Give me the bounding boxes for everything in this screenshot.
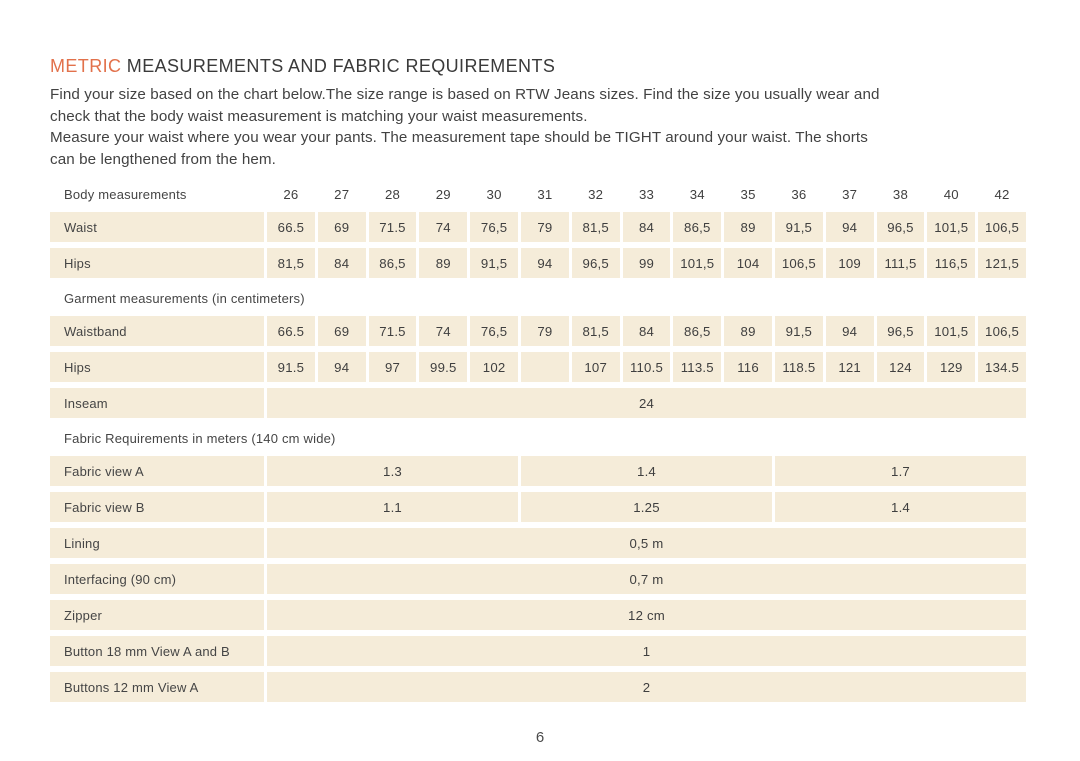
table-cell: 91.5 bbox=[267, 352, 315, 382]
table-cell: 91,5 bbox=[775, 212, 823, 242]
table-cell: 118.5 bbox=[775, 352, 823, 382]
row-label: Waist bbox=[50, 212, 264, 242]
table-cell: 76,5 bbox=[470, 316, 518, 346]
table-cell-merged: 2 bbox=[267, 672, 1026, 702]
table-cell: 101,5 bbox=[927, 316, 975, 346]
table-cell: 129 bbox=[927, 352, 975, 382]
size-column-header: 36 bbox=[791, 186, 807, 202]
table-cell-merged: 24 bbox=[267, 388, 1026, 418]
table-cell: 121 bbox=[826, 352, 874, 382]
size-column-header: 27 bbox=[334, 186, 350, 202]
table-row bbox=[50, 528, 1026, 558]
table-cell: 84 bbox=[623, 212, 671, 242]
table-cell: 109 bbox=[826, 248, 874, 278]
table-row bbox=[50, 492, 1026, 522]
row-label: Inseam bbox=[50, 388, 264, 418]
table-row bbox=[50, 248, 1026, 278]
table-cell: 94 bbox=[318, 352, 366, 382]
table-row bbox=[50, 636, 1026, 666]
intro-line: Measure your waist where you wear your pants. The measurement tape should be TIGHT around your waist. The shorts bbox=[50, 129, 868, 147]
table-cell: 102 bbox=[470, 352, 518, 382]
row-label: Fabric view B bbox=[50, 492, 264, 522]
table-cell: 116 bbox=[724, 352, 772, 382]
table-section-label: Fabric Requirements in meters (140 cm wide) bbox=[64, 430, 336, 446]
table-header-row bbox=[50, 183, 1026, 205]
table-cell: 89 bbox=[724, 212, 772, 242]
table-cell: 84 bbox=[623, 316, 671, 346]
table-cell: 94 bbox=[826, 316, 874, 346]
page-title bbox=[50, 56, 1026, 77]
table-row bbox=[50, 316, 1026, 346]
size-column-header: 32 bbox=[588, 186, 604, 202]
table-cell: 79 bbox=[521, 316, 569, 346]
table-cell: 99.5 bbox=[419, 352, 467, 382]
table-cell-merged: 1 bbox=[267, 636, 1026, 666]
intro-line: can be lengthened from the hem. bbox=[50, 150, 276, 168]
size-column-header: 31 bbox=[537, 186, 553, 202]
table-cell-merged: 1.3 bbox=[267, 456, 518, 486]
table-row bbox=[50, 600, 1026, 630]
table-cell: 110.5 bbox=[623, 352, 671, 382]
table-cell: 94 bbox=[521, 248, 569, 278]
table-cell-merged: 1.4 bbox=[775, 492, 1026, 522]
table-cell: 66.5 bbox=[267, 212, 315, 242]
table-cell-merged: 0,7 m bbox=[267, 564, 1026, 594]
table-cell: 74 bbox=[419, 316, 467, 346]
table-cell: 106,5 bbox=[775, 248, 823, 278]
row-label: Hips bbox=[50, 248, 264, 278]
size-column-header: 33 bbox=[638, 186, 655, 202]
table-cell-merged: 1.25 bbox=[521, 492, 772, 522]
table-cell: 91,5 bbox=[775, 316, 823, 346]
table-cell: 104 bbox=[724, 248, 772, 278]
size-column-header: 30 bbox=[486, 186, 502, 202]
table-cell: 101,5 bbox=[927, 212, 975, 242]
size-column-header: 40 bbox=[943, 186, 959, 202]
row-label: Button 18 mm View A and B bbox=[50, 636, 264, 666]
table-cell: 99 bbox=[623, 248, 671, 278]
table-cell: 97 bbox=[369, 352, 417, 382]
table-cell: 74 bbox=[419, 212, 467, 242]
table-cell: 96,5 bbox=[572, 248, 620, 278]
table-cell: 101,5 bbox=[673, 248, 721, 278]
row-label: Waistband bbox=[50, 316, 264, 346]
row-label: Interfacing (90 cm) bbox=[50, 564, 264, 594]
table-cell: 106,5 bbox=[978, 316, 1026, 346]
page-number: 6 bbox=[535, 729, 545, 747]
row-label: Fabric view A bbox=[50, 456, 264, 486]
table-cell-merged: 1.1 bbox=[267, 492, 518, 522]
table-cell: 121,5 bbox=[978, 248, 1026, 278]
table-cell-merged: 0,5 m bbox=[267, 528, 1026, 558]
table-cell: 66.5 bbox=[267, 316, 315, 346]
table-cell: 79 bbox=[521, 212, 569, 242]
table-row bbox=[50, 456, 1026, 486]
intro-line: Find your size based on the chart below.The size range is based on RTW Jeans sizes. Find the size you usually wear and bbox=[50, 86, 880, 103]
size-column-header: 35 bbox=[740, 186, 756, 202]
table-row bbox=[50, 388, 1026, 418]
size-column-header: 42 bbox=[994, 186, 1010, 202]
table-cell: 134.5 bbox=[978, 352, 1026, 382]
table-cell: 81,5 bbox=[572, 316, 620, 346]
table-cell-merged: 12 cm bbox=[267, 600, 1026, 630]
table-row bbox=[50, 212, 1026, 242]
table-row bbox=[50, 672, 1026, 702]
table-cell-merged: 1.4 bbox=[521, 456, 772, 486]
table-section-label: Garment measurements (in centimeters) bbox=[64, 290, 305, 306]
size-column-header: 38 bbox=[892, 186, 908, 202]
table-cell: 91,5 bbox=[470, 248, 518, 278]
table-cell: 86,5 bbox=[673, 316, 721, 346]
table-cell: 107 bbox=[572, 352, 620, 382]
table-header-label: Body measurements bbox=[64, 186, 187, 202]
table-row bbox=[50, 352, 1026, 382]
table-cell-merged: 1.7 bbox=[775, 456, 1026, 486]
row-label: Buttons 12 mm View A bbox=[50, 672, 264, 702]
table-cell: 69 bbox=[318, 316, 366, 346]
table-cell: 69 bbox=[318, 212, 366, 242]
table-cell: 81,5 bbox=[572, 212, 620, 242]
page-title-highlight: METRIC bbox=[50, 56, 122, 76]
size-column-header: 34 bbox=[689, 186, 705, 202]
intro-line: check that the body waist measurement is matching your waist measurements. bbox=[50, 107, 588, 125]
size-table bbox=[50, 183, 1026, 702]
size-column-header: 37 bbox=[842, 186, 858, 202]
table-cell: 96,5 bbox=[877, 316, 925, 346]
table-cell: 81,5 bbox=[267, 248, 315, 278]
size-column-header: 26 bbox=[283, 186, 299, 202]
table-cell: 111,5 bbox=[877, 248, 925, 278]
table-cell: 71.5 bbox=[369, 212, 417, 242]
table-cell: 71.5 bbox=[369, 316, 417, 346]
table-cell bbox=[521, 352, 569, 382]
row-label: Hips bbox=[50, 352, 264, 382]
size-column-header: 28 bbox=[384, 186, 401, 202]
page-title-rest: MEASUREMENTS AND FABRIC REQUIREMENTS bbox=[121, 56, 556, 76]
table-cell: 76,5 bbox=[470, 212, 518, 242]
intro-text bbox=[50, 84, 1026, 170]
table-cell: 86,5 bbox=[369, 248, 417, 278]
table-cell: 84 bbox=[318, 248, 366, 278]
table-cell: 113.5 bbox=[673, 352, 721, 382]
table-row bbox=[50, 564, 1026, 594]
row-label: Lining bbox=[50, 528, 264, 558]
size-column-header: 29 bbox=[435, 186, 451, 202]
table-cell: 106,5 bbox=[978, 212, 1026, 242]
table-cell: 96,5 bbox=[877, 212, 925, 242]
table-cell: 89 bbox=[419, 248, 467, 278]
table-cell: 89 bbox=[724, 316, 772, 346]
table-cell: 94 bbox=[826, 212, 874, 242]
row-label: Zipper bbox=[50, 600, 264, 630]
table-cell: 124 bbox=[877, 352, 925, 382]
table-cell: 116,5 bbox=[927, 248, 975, 278]
table-cell: 86,5 bbox=[673, 212, 721, 242]
